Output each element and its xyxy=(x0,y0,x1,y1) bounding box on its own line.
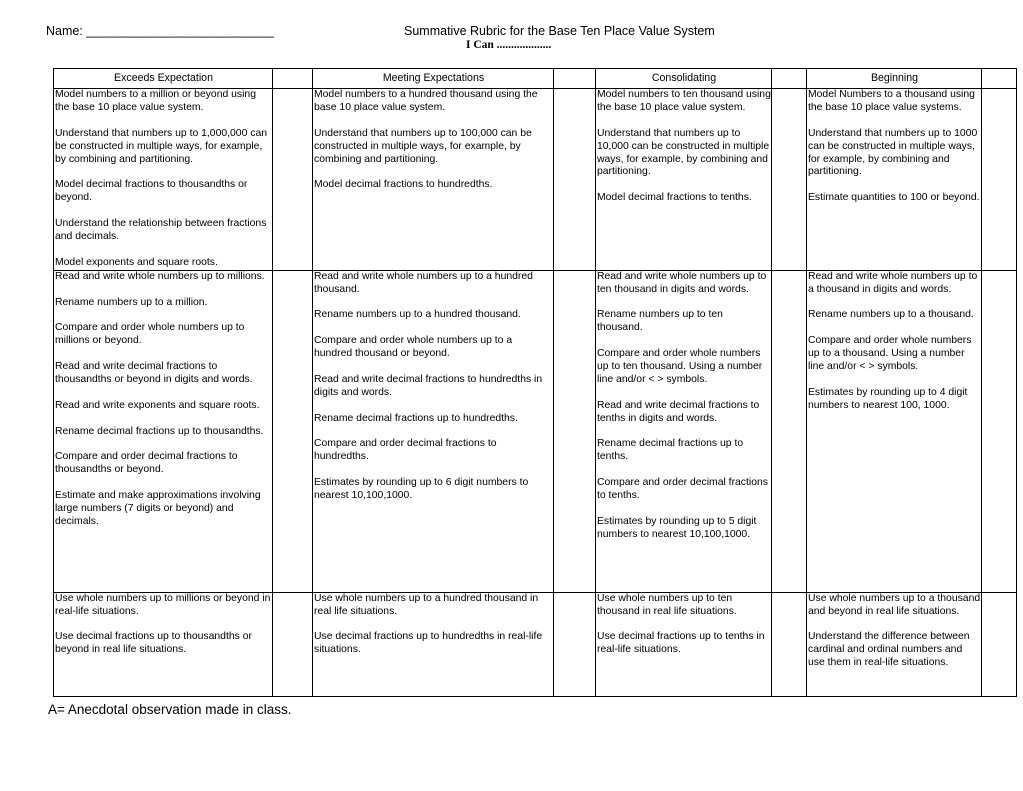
footnote: A= Anecdotal observation made in class. xyxy=(48,702,292,717)
page-subtitle: I Can ................... xyxy=(466,39,552,51)
mark-column-header xyxy=(772,69,807,89)
rubric-table xyxy=(53,68,1017,697)
column-header-meeting: Meeting Expectations xyxy=(313,69,554,89)
mark-cell xyxy=(554,592,596,696)
rubric-cell: Read and write whole numbers up to a hundred thousand. Rename numbers up to a hundred thousand. Compare and order whole numbers up to a hundred thousand or beyond. Read and write decimal fractions to hundredths in digits and words. Rename decimal fractions up to hundredths. Compare and order decimal fractions to hundredths. Estimates by rounding up to 6 digit numbers to nearest 10,100,1000. xyxy=(313,270,554,592)
mark-column-header xyxy=(982,69,1017,89)
rubric-cell: Use whole numbers up to millions or beyond in real-life situations. Use decimal fractions up to thousandths or beyond in real life situations. xyxy=(54,592,273,696)
table-header-row xyxy=(54,69,1017,89)
rubric-cell: Model numbers to ten thousand using the base 10 place value system. Understand that numbers up to 10,000 can be constructed in multiple ways, for example, by combining and partitioning. Model decimal fractions to tenths. xyxy=(596,89,772,271)
page-title: Summative Rubric for the Base Ten Place Value System xyxy=(404,24,715,38)
column-header-consolidating: Consolidating xyxy=(596,69,772,89)
mark-cell xyxy=(772,592,807,696)
mark-cell xyxy=(982,270,1017,592)
mark-cell xyxy=(273,592,313,696)
mark-cell xyxy=(273,89,313,271)
table-row xyxy=(54,89,1017,271)
mark-cell xyxy=(273,270,313,592)
rubric-cell: Use whole numbers up to a hundred thousand in real life situations. Use decimal fractions up to hundredths in real-life situations. xyxy=(313,592,554,696)
table-row xyxy=(54,270,1017,592)
mark-cell xyxy=(772,89,807,271)
rubric-cell: Read and write whole numbers up to millions. Rename numbers up to a million. Compare and order whole numbers up to millions or beyond. Read and write decimal fractions to thousandths or beyond in digits and words. Read and write exponents and square roots. Rename decimal fractions up to thousandths. Compare and order decimal fractions to thousandths or beyond. Estimate and make approximations involving large numbers (7 digits or beyond) and decimals. xyxy=(54,270,273,592)
rubric-cell: Model numbers to a hundred thousand using the base 10 place value system. Understand that numbers up to 100,000 can be constructed in multiple ways, for example, by combining and partitioning. Model decimal fractions to hundredths. xyxy=(313,89,554,271)
rubric-cell: Use whole numbers up to a thousand and beyond in real life situations. Understand the difference between cardinal and ordinal numbers and use them in real-life situations. xyxy=(807,592,982,696)
name-field-label: Name: ___________________________ xyxy=(46,24,274,38)
mark-cell xyxy=(554,89,596,271)
mark-cell xyxy=(554,270,596,592)
column-header-beginning: Beginning xyxy=(807,69,982,89)
rubric-cell: Model Numbers to a thousand using the base 10 place value systems. Understand that numbers up to 1000 can be constructed in multiple ways, for example, by combining and partitioning. Estimate quantities to 100 or beyond. xyxy=(807,89,982,271)
rubric-cell: Read and write whole numbers up to a thousand in digits and words. Rename numbers up to a thousand. Compare and order whole numbers up to a thousand. Using a number line and/or < > symbols. Estimates by rounding up to 4 digit numbers to nearest 100, 1000. xyxy=(807,270,982,592)
mark-cell xyxy=(772,270,807,592)
column-header-exceeds: Exceeds Expectation xyxy=(54,69,273,89)
rubric-cell: Read and write whole numbers up to ten thousand in digits and words. Rename numbers up to ten thousand. Compare and order whole numbers up to ten thousand. Using a number line and/or < > symbols. Read and write decimal fractions to tenths in digits and words. Rename decimal fractions up to tenths. Compare and order decimal fractions to tenths. Estimates by rounding up to 5 digit numbers to nearest 10,100,1000. xyxy=(596,270,772,592)
rubric-cell: Model numbers to a million or beyond using the base 10 place value system. Understand that numbers up to 1,000,000 can be constructed in multiple ways, for example, by combining and partitioning. Model decimal fractions to thousandths or beyond. Understand the relationship between fractions and decimals. Model exponents and square roots. xyxy=(54,89,273,271)
mark-column-header xyxy=(273,69,313,89)
mark-cell xyxy=(982,592,1017,696)
mark-column-header xyxy=(554,69,596,89)
rubric-cell: Use whole numbers up to ten thousand in real life situations. Use decimal fractions up to tenths in real-life situations. xyxy=(596,592,772,696)
mark-cell xyxy=(982,89,1017,271)
table-row xyxy=(54,592,1017,696)
